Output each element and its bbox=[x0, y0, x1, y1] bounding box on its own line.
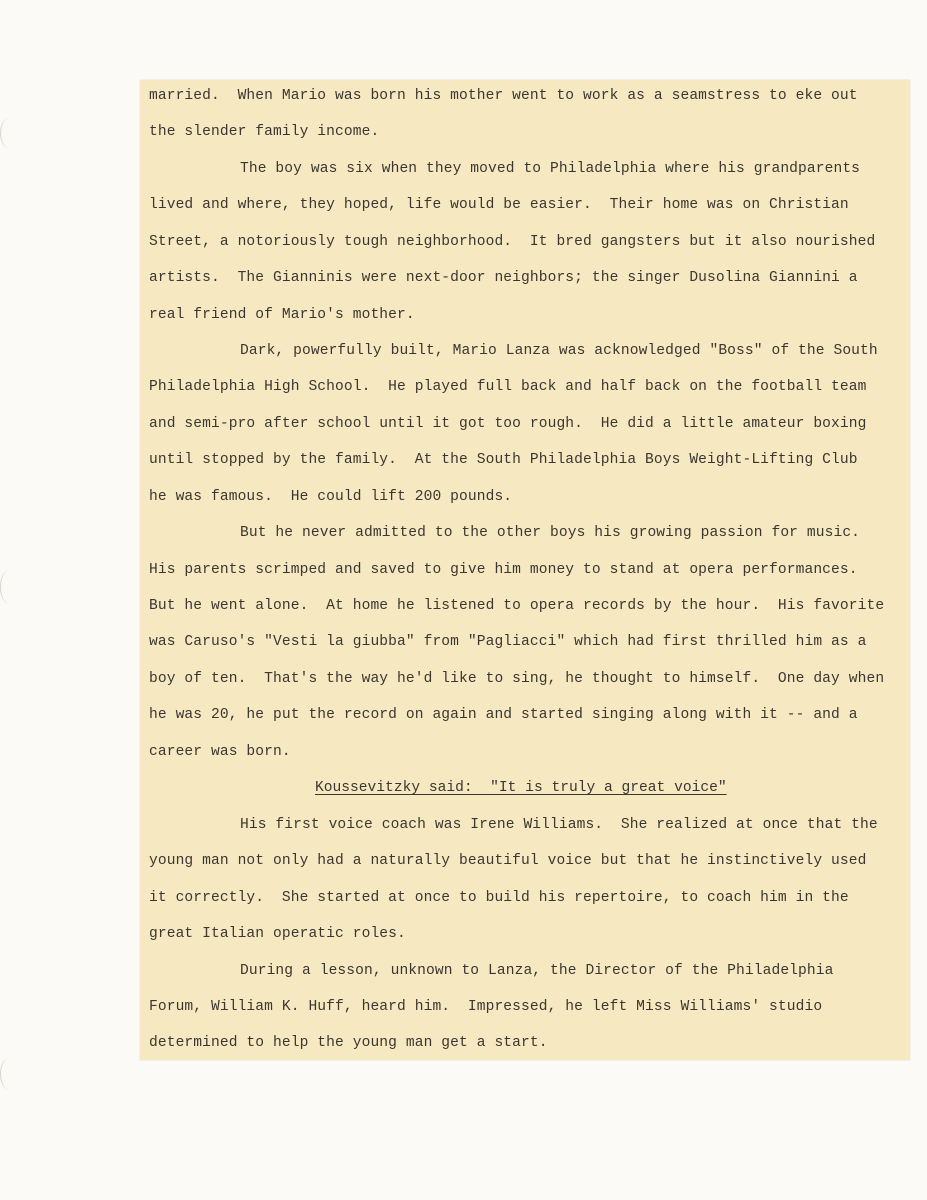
text-line: it correctly. She started at once to build his repertoire, to coach him in the bbox=[149, 890, 849, 906]
text-line: was Caruso's "Vesti la giubba" from "Pagliacci" which had first thrilled him as a bbox=[149, 634, 867, 650]
text-line: Street, a notoriously tough neighborhood. It bred gangsters but it also nourished bbox=[149, 234, 876, 250]
text-line: great Italian operatic roles. bbox=[149, 926, 406, 942]
text-line: But he never admitted to the other boys his growing passion for music. bbox=[240, 525, 861, 541]
scan-edge-mark bbox=[0, 570, 19, 604]
text-line: During a lesson, unknown to Lanza, the Director of the Philadelphia bbox=[240, 963, 834, 979]
text-line: he was 20, he put the record on again and started singing along with it -- and a bbox=[149, 707, 858, 723]
text-line: determined to help the young man get a start. bbox=[149, 1035, 548, 1051]
text-line: career was born. bbox=[149, 744, 291, 760]
text-line: boy of ten. That's the way he'd like to sing, he thought to himself. One day when bbox=[149, 671, 885, 687]
text-line: artists. The Gianninis were next-door neighbors; the singer Dusolina Giannini a bbox=[149, 270, 858, 286]
text-line: The boy was six when they moved to Philadelphia where his grandparents bbox=[240, 161, 861, 177]
section-heading: Koussevitzky said: "It is truly a great voice" bbox=[315, 780, 727, 796]
scan-edge-mark bbox=[0, 1058, 19, 1090]
text-line: His first voice coach was Irene Williams. She realized at once that the bbox=[240, 817, 878, 833]
text-line: real friend of Mario's mother. bbox=[149, 307, 415, 323]
text-line: Philadelphia High School. He played full back and half back on the football team bbox=[149, 379, 867, 395]
text-line: Dark, powerfully built, Mario Lanza was acknowledged "Boss" of the South bbox=[240, 343, 878, 359]
text-line: But he went alone. At home he listened to opera records by the hour. His favorite bbox=[149, 598, 885, 614]
text-line: lived and where, they hoped, life would be easier. Their home was on Christian bbox=[149, 197, 849, 213]
text-line: the slender family income. bbox=[149, 124, 380, 140]
text-line: until stopped by the family. At the South Philadelphia Boys Weight-Lifting Club bbox=[149, 452, 858, 468]
typewritten-page bbox=[140, 80, 910, 1060]
text-line: Forum, William K. Huff, heard him. Impressed, he left Miss Williams' studio bbox=[149, 999, 823, 1015]
text-line: married. When Mario was born his mother went to work as a seamstress to eke out bbox=[149, 88, 858, 104]
text-line: His parents scrimped and saved to give him money to stand at opera performances. bbox=[149, 562, 858, 578]
scan-edge-mark bbox=[0, 118, 19, 148]
text-line: he was famous. He could lift 200 pounds. bbox=[149, 489, 513, 505]
text-line: young man not only had a naturally beautiful voice but that he instinctively used bbox=[149, 853, 867, 869]
text-line: and semi-pro after school until it got too rough. He did a little amateur boxing bbox=[149, 416, 867, 432]
